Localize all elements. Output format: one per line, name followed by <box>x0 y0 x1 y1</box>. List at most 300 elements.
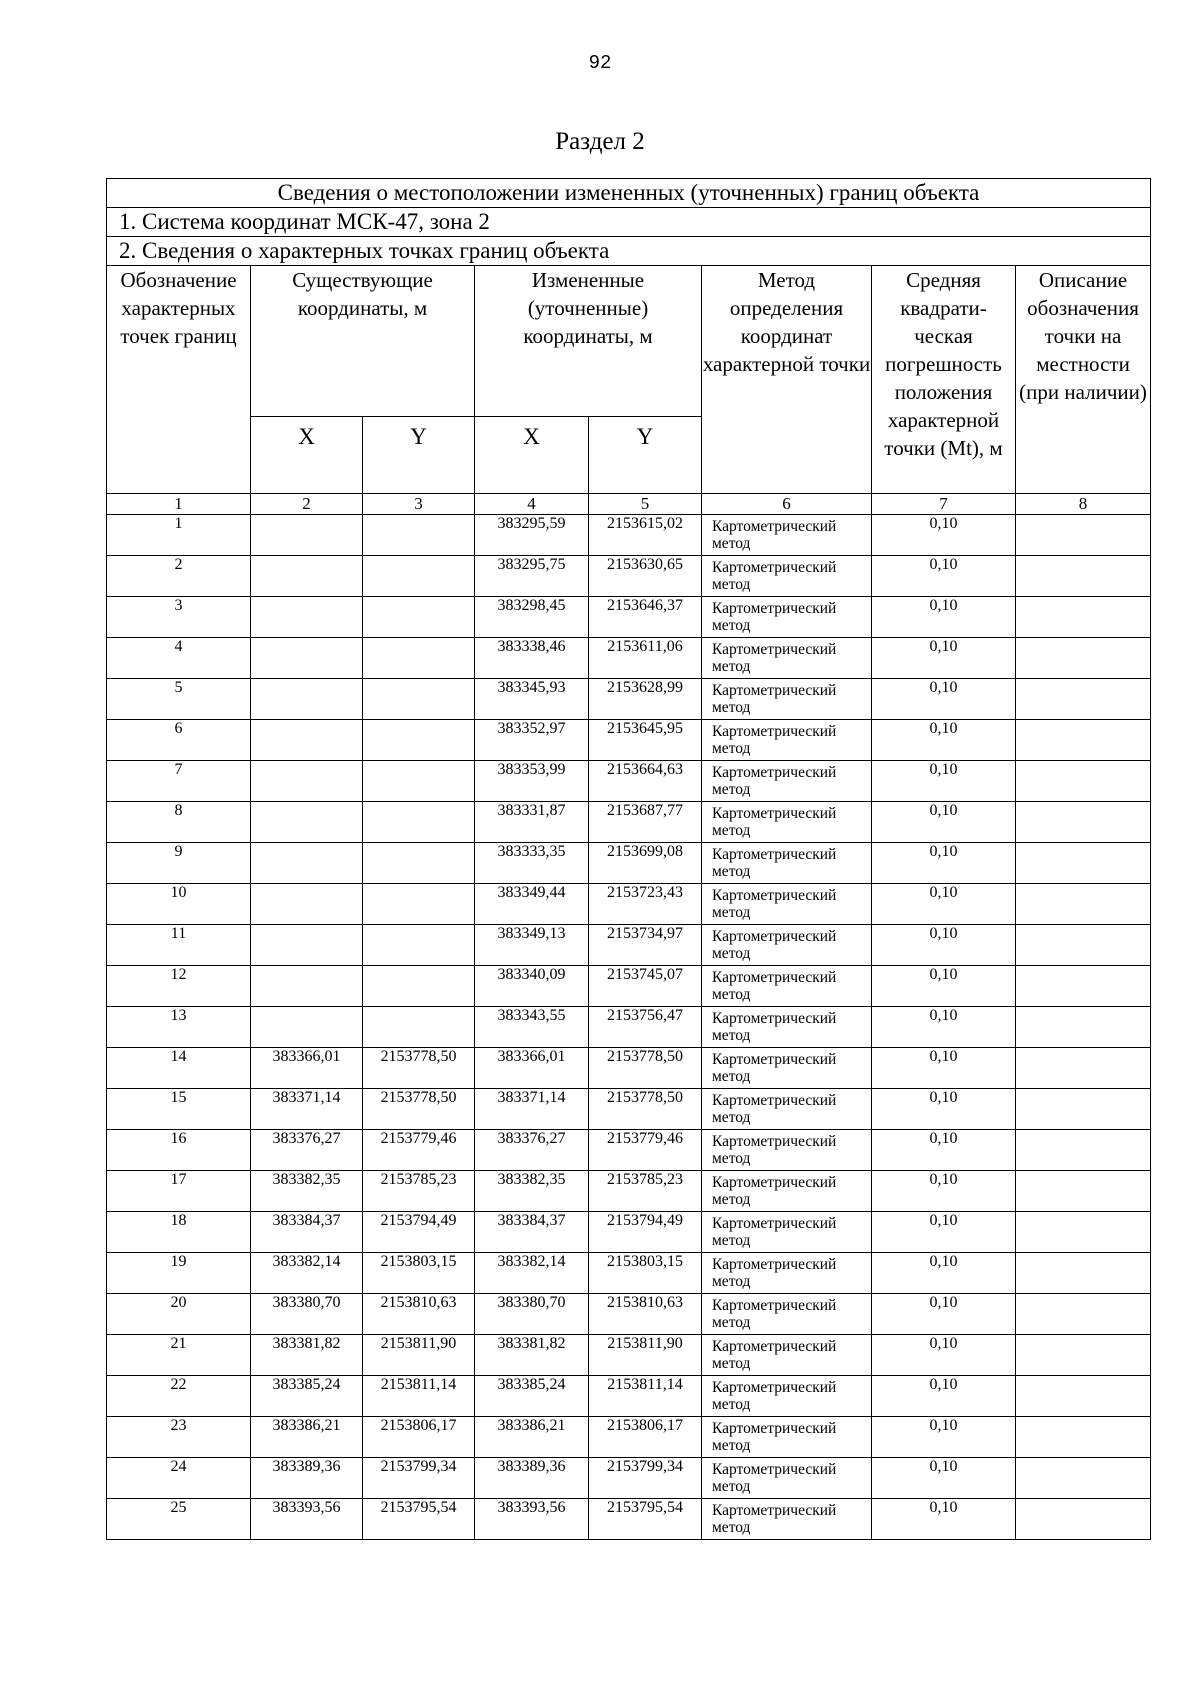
table-row <box>107 720 1151 761</box>
changed-y: 2153699,08 <box>589 843 702 884</box>
existing-x: 383393,56 <box>251 1499 363 1540</box>
method-cell <box>702 679 872 720</box>
method-line: Картометрический <box>712 1461 837 1478</box>
method-line: Картометрический <box>712 641 837 658</box>
header-existing-x: X <box>251 417 363 494</box>
existing-y: 2153785,23 <box>363 1171 475 1212</box>
point-description <box>1016 1499 1151 1540</box>
point-number: 24 <box>107 1458 251 1499</box>
changed-x: 383353,99 <box>475 761 589 802</box>
points-caption: 2. Сведения о характерных точках границ объекта <box>107 237 1151 266</box>
changed-y: 2153615,02 <box>589 515 702 556</box>
method-line: Картометрический <box>712 518 837 535</box>
method-line: метод <box>712 617 751 634</box>
point-number: 8 <box>107 802 251 843</box>
mean-error: 0,10 <box>872 843 1016 884</box>
changed-y: 2153806,17 <box>589 1417 702 1458</box>
method-line: метод <box>712 740 751 757</box>
method-line: метод <box>712 658 751 675</box>
method-cell <box>702 597 872 638</box>
method-line: Картометрический <box>712 805 837 822</box>
point-number: 12 <box>107 966 251 1007</box>
changed-x: 383382,14 <box>475 1253 589 1294</box>
header-existing-coordinates: Существующие координаты, м <box>251 266 475 417</box>
method-line: метод <box>712 1150 751 1167</box>
point-description <box>1016 556 1151 597</box>
existing-x <box>251 515 363 556</box>
section-title: Раздел 2 <box>555 128 645 155</box>
method-line: метод <box>712 1068 751 1085</box>
method-line: Картометрический <box>712 1502 837 1519</box>
changed-x: 383380,70 <box>475 1294 589 1335</box>
method-line: Картометрический <box>712 1092 837 1109</box>
changed-x: 383352,97 <box>475 720 589 761</box>
existing-x <box>251 843 363 884</box>
existing-y <box>363 761 475 802</box>
method-line: Картометрический <box>712 1215 837 1232</box>
existing-y: 2153811,90 <box>363 1335 475 1376</box>
method-cell <box>702 556 872 597</box>
method-line: метод <box>712 1314 751 1331</box>
mean-error: 0,10 <box>872 925 1016 966</box>
method-line: метод <box>712 863 751 880</box>
changed-y: 2153628,99 <box>589 679 702 720</box>
mean-error: 0,10 <box>872 802 1016 843</box>
mean-error: 0,10 <box>872 1376 1016 1417</box>
mean-error: 0,10 <box>872 638 1016 679</box>
mean-error: 0,10 <box>872 761 1016 802</box>
changed-x: 383381,82 <box>475 1335 589 1376</box>
changed-y: 2153687,77 <box>589 802 702 843</box>
method-cell <box>702 1048 872 1089</box>
existing-x: 383382,35 <box>251 1171 363 1212</box>
mean-error: 0,10 <box>872 1048 1016 1089</box>
mean-error: 0,10 <box>872 597 1016 638</box>
changed-x: 383338,46 <box>475 638 589 679</box>
method-line: метод <box>712 904 751 921</box>
method-cell <box>702 1376 872 1417</box>
point-description <box>1016 1007 1151 1048</box>
method-cell <box>702 1212 872 1253</box>
mean-error: 0,10 <box>872 1499 1016 1540</box>
changed-y: 2153811,90 <box>589 1335 702 1376</box>
mean-error: 0,10 <box>872 1253 1016 1294</box>
mean-error: 0,10 <box>872 1130 1016 1171</box>
point-number: 3 <box>107 597 251 638</box>
method-line: Картометрический <box>712 1174 837 1191</box>
existing-y <box>363 966 475 1007</box>
table-row <box>107 638 1151 679</box>
method-cell <box>702 638 872 679</box>
existing-x <box>251 720 363 761</box>
existing-y <box>363 843 475 884</box>
changed-x: 383298,45 <box>475 597 589 638</box>
method-line: метод <box>712 1191 751 1208</box>
point-number: 16 <box>107 1130 251 1171</box>
existing-x <box>251 884 363 925</box>
table-row <box>107 1499 1151 1540</box>
method-cell <box>702 966 872 1007</box>
column-number: 1 <box>107 494 251 515</box>
method-line: Картометрический <box>712 559 837 576</box>
changed-y: 2153810,63 <box>589 1294 702 1335</box>
changed-y: 2153795,54 <box>589 1499 702 1540</box>
point-description <box>1016 884 1151 925</box>
column-number-row <box>107 494 1151 515</box>
changed-x: 383389,36 <box>475 1458 589 1499</box>
existing-y: 2153810,63 <box>363 1294 475 1335</box>
changed-y: 2153803,15 <box>589 1253 702 1294</box>
mean-error: 0,10 <box>872 1335 1016 1376</box>
table-row <box>107 843 1151 884</box>
changed-x: 383393,56 <box>475 1499 589 1540</box>
existing-x: 383380,70 <box>251 1294 363 1335</box>
existing-y <box>363 556 475 597</box>
existing-x: 383384,37 <box>251 1212 363 1253</box>
method-cell <box>702 1417 872 1458</box>
existing-y: 2153794,49 <box>363 1212 475 1253</box>
existing-x: 383382,14 <box>251 1253 363 1294</box>
changed-x: 383295,59 <box>475 515 589 556</box>
method-line: Картометрический <box>712 1420 837 1437</box>
method-cell <box>702 1499 872 1540</box>
existing-x <box>251 638 363 679</box>
table-row <box>107 1171 1151 1212</box>
point-description <box>1016 1089 1151 1130</box>
changed-y: 2153811,14 <box>589 1376 702 1417</box>
point-description <box>1016 1048 1151 1089</box>
changed-y: 2153785,23 <box>589 1171 702 1212</box>
point-number: 9 <box>107 843 251 884</box>
changed-x: 383340,09 <box>475 966 589 1007</box>
method-cell <box>702 884 872 925</box>
point-number: 2 <box>107 556 251 597</box>
changed-x: 383384,37 <box>475 1212 589 1253</box>
point-description <box>1016 679 1151 720</box>
existing-x <box>251 925 363 966</box>
mean-error: 0,10 <box>872 515 1016 556</box>
table-row <box>107 1048 1151 1089</box>
point-description <box>1016 515 1151 556</box>
coordinates-table <box>106 178 1151 1540</box>
point-description <box>1016 720 1151 761</box>
table-row <box>107 1212 1151 1253</box>
coordinate-system-caption: 1. Система координат МСК-47, зона 2 <box>107 208 1151 237</box>
point-number: 5 <box>107 679 251 720</box>
table-row <box>107 1007 1151 1048</box>
method-line: метод <box>712 945 751 962</box>
existing-x <box>251 966 363 1007</box>
point-number: 6 <box>107 720 251 761</box>
existing-y: 2153778,50 <box>363 1048 475 1089</box>
existing-y <box>363 597 475 638</box>
header-method: Метод определения координат характерной точки <box>702 266 872 494</box>
header-changed-x: X <box>475 417 589 494</box>
changed-y: 2153778,50 <box>589 1089 702 1130</box>
existing-y <box>363 925 475 966</box>
existing-x: 383389,36 <box>251 1458 363 1499</box>
point-description <box>1016 1335 1151 1376</box>
method-line: Картометрический <box>712 887 837 904</box>
changed-x: 383366,01 <box>475 1048 589 1089</box>
method-line: Картометрический <box>712 846 837 863</box>
column-number: 2 <box>251 494 363 515</box>
existing-y <box>363 884 475 925</box>
existing-y: 2153779,46 <box>363 1130 475 1171</box>
method-line: метод <box>712 535 751 552</box>
header-existing-y: Y <box>363 417 475 494</box>
method-cell <box>702 1089 872 1130</box>
point-description <box>1016 1458 1151 1499</box>
point-description <box>1016 1376 1151 1417</box>
method-line: метод <box>712 1109 751 1126</box>
table-row <box>107 1089 1151 1130</box>
point-description <box>1016 638 1151 679</box>
existing-x <box>251 679 363 720</box>
point-description <box>1016 597 1151 638</box>
point-number: 1 <box>107 515 251 556</box>
method-line: метод <box>712 986 751 1003</box>
method-line: метод <box>712 1355 751 1372</box>
existing-y: 2153799,34 <box>363 1458 475 1499</box>
method-line: метод <box>712 699 751 716</box>
method-line: Картометрический <box>712 1256 837 1273</box>
changed-y: 2153611,06 <box>589 638 702 679</box>
point-number: 4 <box>107 638 251 679</box>
table-row <box>107 966 1151 1007</box>
point-number: 11 <box>107 925 251 966</box>
table-row <box>107 802 1151 843</box>
mean-error: 0,10 <box>872 1417 1016 1458</box>
method-line: метод <box>712 1396 751 1413</box>
header-changed-coordinates: Измененные (уточненные) координаты, м <box>475 266 702 417</box>
changed-y: 2153799,34 <box>589 1458 702 1499</box>
method-line: Картометрический <box>712 1297 837 1314</box>
method-line: Картометрический <box>712 600 837 617</box>
changed-y: 2153646,37 <box>589 597 702 638</box>
method-cell <box>702 843 872 884</box>
table-row <box>107 925 1151 966</box>
table-row <box>107 1335 1151 1376</box>
changed-x: 383295,75 <box>475 556 589 597</box>
changed-y: 2153794,49 <box>589 1212 702 1253</box>
changed-x: 383333,35 <box>475 843 589 884</box>
existing-x <box>251 556 363 597</box>
changed-y: 2153778,50 <box>589 1048 702 1089</box>
existing-y: 2153795,54 <box>363 1499 475 1540</box>
existing-x: 383385,24 <box>251 1376 363 1417</box>
point-description <box>1016 1212 1151 1253</box>
changed-y: 2153756,47 <box>589 1007 702 1048</box>
column-number: 3 <box>363 494 475 515</box>
mean-error: 0,10 <box>872 1089 1016 1130</box>
existing-x <box>251 1007 363 1048</box>
point-number: 15 <box>107 1089 251 1130</box>
mean-error: 0,10 <box>872 884 1016 925</box>
mean-error: 0,10 <box>872 720 1016 761</box>
point-description <box>1016 925 1151 966</box>
method-line: Картометрический <box>712 1051 837 1068</box>
point-number: 21 <box>107 1335 251 1376</box>
existing-x: 383371,14 <box>251 1089 363 1130</box>
point-description <box>1016 843 1151 884</box>
method-cell <box>702 1130 872 1171</box>
method-line: метод <box>712 1232 751 1249</box>
method-cell <box>702 1458 872 1499</box>
method-line: Картометрический <box>712 764 837 781</box>
method-cell <box>702 1294 872 1335</box>
mean-error: 0,10 <box>872 556 1016 597</box>
existing-x <box>251 802 363 843</box>
existing-x: 383381,82 <box>251 1335 363 1376</box>
method-cell <box>702 1335 872 1376</box>
table-row <box>107 556 1151 597</box>
point-description <box>1016 1130 1151 1171</box>
table-row <box>107 1130 1151 1171</box>
method-line: метод <box>712 822 751 839</box>
table-row <box>107 1294 1151 1335</box>
point-number: 20 <box>107 1294 251 1335</box>
method-cell <box>702 761 872 802</box>
method-line: Картометрический <box>712 1133 837 1150</box>
mean-error: 0,10 <box>872 1294 1016 1335</box>
column-number: 5 <box>589 494 702 515</box>
changed-y: 2153745,07 <box>589 966 702 1007</box>
mean-error: 0,10 <box>872 966 1016 1007</box>
method-line: метод <box>712 1273 751 1290</box>
existing-x <box>251 761 363 802</box>
changed-x: 383376,27 <box>475 1130 589 1171</box>
point-description <box>1016 966 1151 1007</box>
table-row <box>107 761 1151 802</box>
changed-x: 383382,35 <box>475 1171 589 1212</box>
point-description <box>1016 1171 1151 1212</box>
column-number: 6 <box>702 494 872 515</box>
existing-x: 383366,01 <box>251 1048 363 1089</box>
header-mean-error: Средняя квадрати-ческая погрешность положения характерной точки (Mt), м <box>872 266 1016 494</box>
existing-y <box>363 638 475 679</box>
existing-x: 383376,27 <box>251 1130 363 1171</box>
point-number: 25 <box>107 1499 251 1540</box>
mean-error: 0,10 <box>872 1171 1016 1212</box>
changed-y: 2153664,63 <box>589 761 702 802</box>
header-changed-y: Y <box>589 417 702 494</box>
changed-x: 383385,24 <box>475 1376 589 1417</box>
changed-x: 383349,44 <box>475 884 589 925</box>
method-line: Картометрический <box>712 1010 837 1027</box>
table-row <box>107 1253 1151 1294</box>
method-line: метод <box>712 1519 751 1536</box>
existing-x: 383386,21 <box>251 1417 363 1458</box>
column-number: 7 <box>872 494 1016 515</box>
changed-x: 383345,93 <box>475 679 589 720</box>
changed-x: 383349,13 <box>475 925 589 966</box>
changed-x: 383371,14 <box>475 1089 589 1130</box>
existing-y <box>363 720 475 761</box>
point-number: 17 <box>107 1171 251 1212</box>
method-line: Картометрический <box>712 1379 837 1396</box>
table-row <box>107 515 1151 556</box>
table-row <box>107 679 1151 720</box>
point-number: 18 <box>107 1212 251 1253</box>
method-line: Картометрический <box>712 969 837 986</box>
column-number: 4 <box>475 494 589 515</box>
changed-x: 383386,21 <box>475 1417 589 1458</box>
changed-y: 2153630,65 <box>589 556 702 597</box>
point-number: 14 <box>107 1048 251 1089</box>
method-cell <box>702 1007 872 1048</box>
method-cell <box>702 1171 872 1212</box>
changed-x: 383343,55 <box>475 1007 589 1048</box>
method-cell <box>702 925 872 966</box>
method-cell <box>702 720 872 761</box>
page-number: 92 <box>588 52 612 74</box>
point-number: 10 <box>107 884 251 925</box>
method-line: Картометрический <box>712 928 837 945</box>
method-line: метод <box>712 1478 751 1495</box>
changed-x: 383331,87 <box>475 802 589 843</box>
changed-y: 2153734,97 <box>589 925 702 966</box>
method-cell <box>702 1253 872 1294</box>
changed-y: 2153779,46 <box>589 1130 702 1171</box>
point-number: 7 <box>107 761 251 802</box>
existing-y <box>363 802 475 843</box>
method-line: Картометрический <box>712 682 837 699</box>
point-description <box>1016 802 1151 843</box>
point-description <box>1016 1294 1151 1335</box>
method-line: Картометрический <box>712 723 837 740</box>
table-row <box>107 1417 1151 1458</box>
method-line: метод <box>712 1437 751 1454</box>
column-number: 8 <box>1016 494 1151 515</box>
table-row <box>107 1458 1151 1499</box>
point-number: 19 <box>107 1253 251 1294</box>
method-cell <box>702 515 872 556</box>
method-line: метод <box>712 781 751 798</box>
method-line: Картометрический <box>712 1338 837 1355</box>
existing-y: 2153778,50 <box>363 1089 475 1130</box>
changed-y: 2153723,43 <box>589 884 702 925</box>
existing-y <box>363 679 475 720</box>
existing-x <box>251 597 363 638</box>
mean-error: 0,10 <box>872 679 1016 720</box>
existing-y: 2153806,17 <box>363 1417 475 1458</box>
table-title: Сведения о местоположении измененных (уточненных) границ объекта <box>107 179 1151 208</box>
method-cell <box>702 802 872 843</box>
table-row <box>107 597 1151 638</box>
point-number: 22 <box>107 1376 251 1417</box>
table-row <box>107 1376 1151 1417</box>
method-line: метод <box>712 576 751 593</box>
mean-error: 0,10 <box>872 1212 1016 1253</box>
mean-error: 0,10 <box>872 1007 1016 1048</box>
point-number: 13 <box>107 1007 251 1048</box>
header-description: Описание обозначения точки на местности (при наличии) <box>1016 266 1151 494</box>
existing-y <box>363 515 475 556</box>
point-description <box>1016 1253 1151 1294</box>
point-number: 23 <box>107 1417 251 1458</box>
changed-y: 2153645,95 <box>589 720 702 761</box>
point-description <box>1016 1417 1151 1458</box>
existing-y <box>363 1007 475 1048</box>
point-description <box>1016 761 1151 802</box>
header-designation: Обозначение характерных точек границ <box>107 266 251 494</box>
mean-error: 0,10 <box>872 1458 1016 1499</box>
method-line: метод <box>712 1027 751 1044</box>
existing-y: 2153811,14 <box>363 1376 475 1417</box>
existing-y: 2153803,15 <box>363 1253 475 1294</box>
table-row <box>107 884 1151 925</box>
